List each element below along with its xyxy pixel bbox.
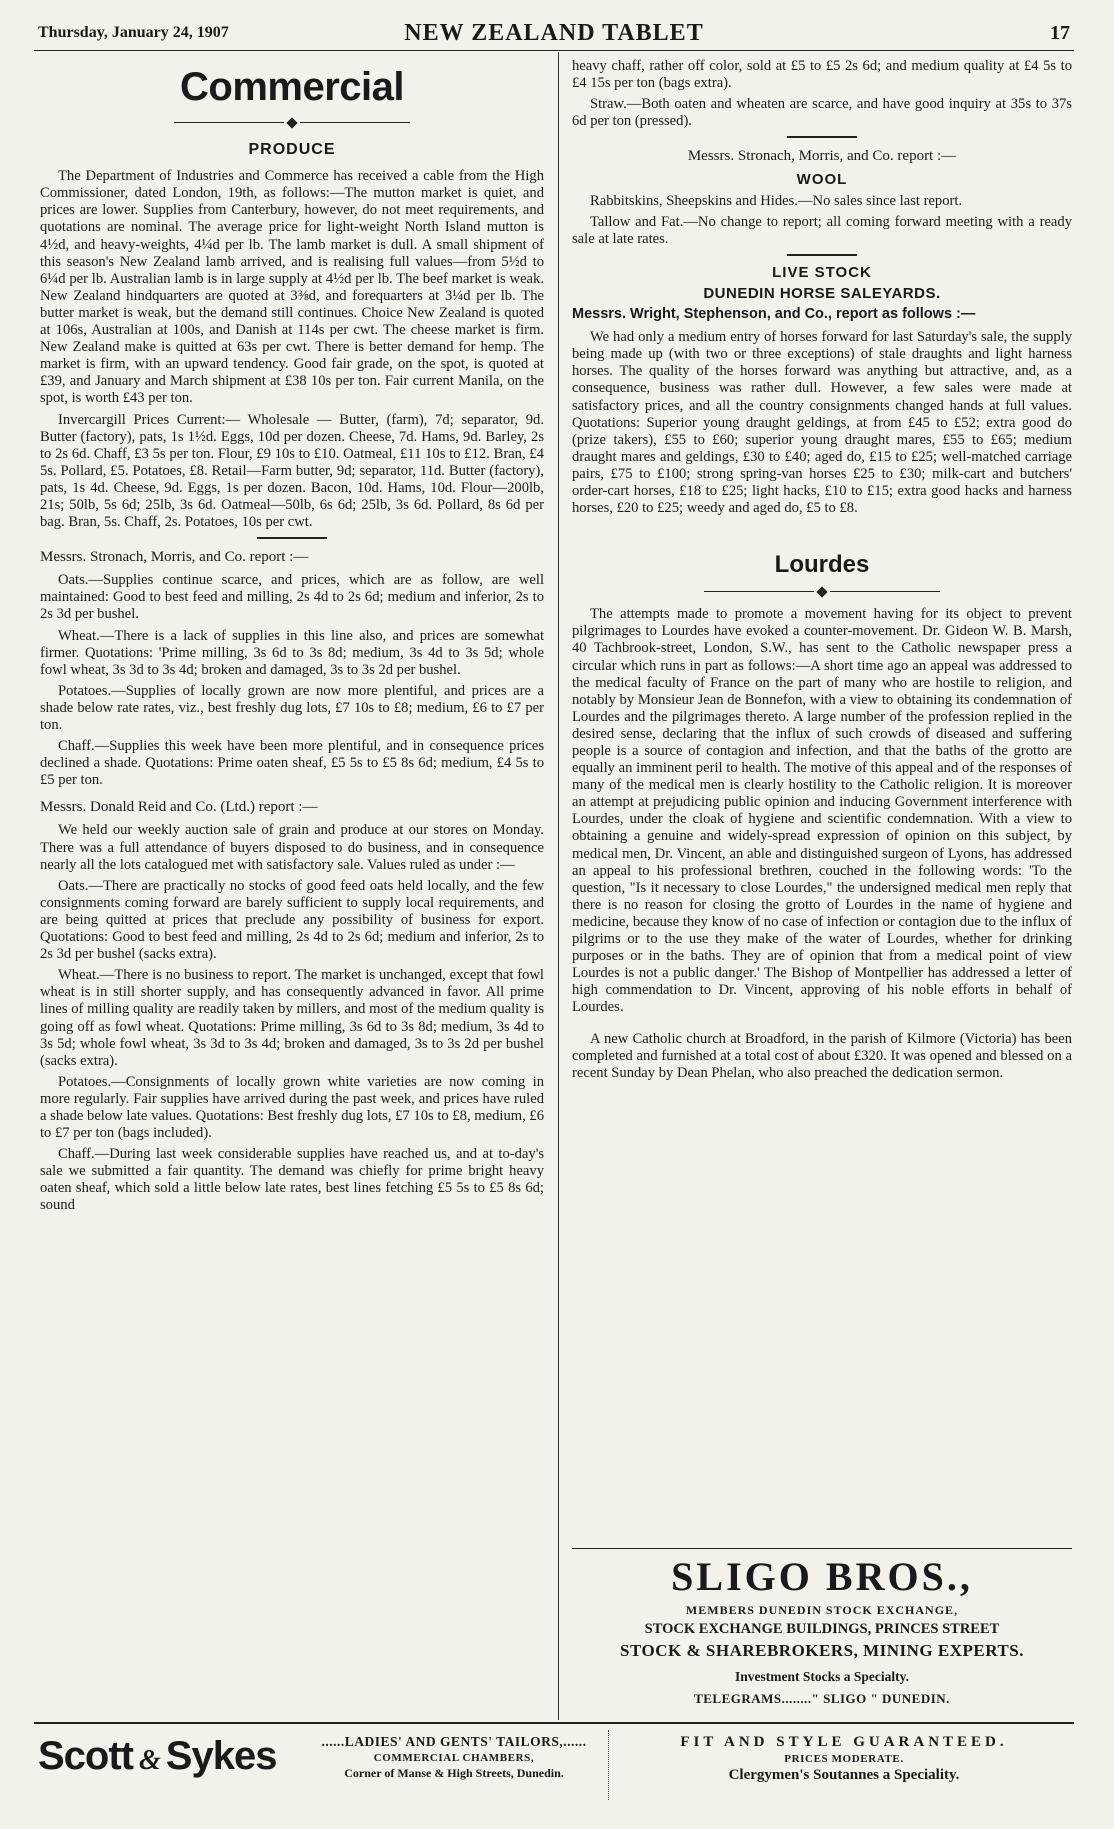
right-column <box>572 58 1072 1086</box>
reid-potatoes-paragraph: Potatoes.—Consignments of locally grown white varieties are now coming in more regularly. Fair supplies have arrived during the past week, and prices have ruled a shade below late values. Quotations: Best freshly dug lots, £7 10s to £8, medium, £6 to £7 per ton (bags included). <box>40 1073 544 1142</box>
sligo-specialty: Investment Stocks a Specialty. <box>734 1669 909 1684</box>
address-line: Corner of Manse & High Streets, Dunedin. <box>344 1766 564 1780</box>
horse-sale-paragraph: We had only a medium entry of horses forward for last Saturday's sale, the supply being made up (with two or three exceptions) of stale draughts and light harness horses. The quality of the horses forward was anything but attractive, and, as a consequence, business was rather dull. However, a few sales were made at satisfactory prices, and all the country consignments changed hands at full values. Quotations: Superior young draught geldings, at from £45 to £52; extra good do (prize takers), £55 to £60; superior young draught mares, £55 to £65; medium draught mares and geldings, £30 to £40; aged do, £15 to £25; well-matched carriage pairs, £75 to £100; strong spring-van horses £25 to £30; milk-cart and butchers' order-cart horses, £18 to £25; light hacks, £10 to £15; extra good hacks and harness horses, £20 to £25; weedy and aged do, £5 to £8. <box>572 329 1072 517</box>
straw-paragraph: Straw.—Both oaten and wheaten are scarce, and have good inquiry at 35s to 37s 6d per ton (pressed). <box>572 96 1072 130</box>
report-stronach-wool-heading: Messrs. Stronach, Morris, and Co. report :— <box>687 148 957 165</box>
broadford-church-paragraph: A new Catholic church at Broadford, in the parish of Kilmore (Victoria) has been completed and furnished at a total cost of about £320. It was opened and blessed on a recent Sunday by Dean Phelan, who also preached the dedication sermon. <box>572 1030 1072 1081</box>
horse-saleyards-heading: DUNEDIN HORSE SALEYARDS. <box>703 284 941 302</box>
report-stronach-heading: Messrs. Stronach, Morris, and Co. report :— <box>40 549 309 566</box>
title-ornament <box>40 114 544 131</box>
oats-paragraph: Oats.—Supplies continue scarce, and prices, which are as follow, are well maintained: Good to best feed and milling, 2s 4d to 2s 6d; medium and inferior, 2s to 2s 3d per bushel. <box>40 572 544 623</box>
rabbitskins-paragraph: Rabbitskins, Sheepskins and Hides.—No sales since last report. <box>590 192 963 209</box>
report-wright-stephenson-heading: Messrs. Wright, Stephenson, and Co., report as follows :— <box>572 306 976 323</box>
cable-report-paragraph: The Department of Industries and Commerce has received a cable from the High Commissioner, dated London, 19th, as follows:—The mutton market is quiet, and prices are lower. Supplies from Canterbury, however, do not meet requirements, and quotations are nominal. The average price for light-weight North Island mutton is 4½d, and heavy-weights, 4¼d per lb. The lamb market is dull. A small shipment of this season's New Zealand lamb arrived, and is realising full values—from 5½d to 6¼d per lb. Australian lamb is in large supply at 4½d per lb. The beef market is weak. New Zealand hindquarters are quoted at 3⅜d, and forequarters at 3¼d per lb. The butter market is weak, but the demand still continues. Choice New Zealand is quoted at 106s, Australian at 100s, and Danish at 114s per cwt. The cheese market is firm. New Zealand make is quitted at 63s per cwt. There is better demand for hemp. The market is firm, with an upward tendency. Good fair grade, on the spot, is quoted at £39, and January and March shipment at £38 10s per ton. Fair current Manila, on the spot, is worth £43 per ton. <box>40 168 544 407</box>
tailors-line: ......LADIES' AND GENTS' TAILORS,...... <box>321 1734 587 1749</box>
reid-oats-paragraph: Oats.—There are practically no stocks of good feed oats held locally, and the few consignments coming forward are barely sufficient to supply local requirements, and are being quitted at prices that preclude any possibility of business for export. Quotations: Good to best feed and milling, 2s 4d to 2s 6d; medium and inferior, 2s to 2s 3d per bushel (sacks extra). <box>40 877 544 963</box>
produce-heading: PRODUCE <box>248 141 336 159</box>
sligo-services: STOCK & SHAREBROKERS, MINING EXPERTS. <box>620 1641 1024 1660</box>
live-stock-heading: LIVE STOCK <box>772 263 872 281</box>
page-header <box>34 14 1074 50</box>
sligo-bros-advertisement <box>572 1548 1072 1707</box>
issue-date: Thursday, January 24, 1907 <box>38 24 229 41</box>
sligo-name: SLIGO BROS., <box>671 1554 973 1599</box>
scott-sykes-advertisement <box>34 1726 1074 1806</box>
footer-separator <box>608 1730 609 1800</box>
paper-title: NEW ZEALAND TABLET <box>404 20 704 46</box>
chambers-line: COMMERCIAL CHAMBERS, <box>373 1752 535 1764</box>
reid-chaff-paragraph: Chaff.—During last week considerable supplies have reached us, and at to-day's sale we submitted a fair quantity. The demand was chiefly for prime bright heavy oaten sheaf, which sold a little below late rates, best lines fetching £5 5s to £5 8s 6d; sound <box>40 1146 544 1214</box>
prices-line: PRICES MODERATE. <box>784 1753 904 1765</box>
tallow-paragraph: Tallow and Fat.—No change to report; all coming forward meeting with a ready sale at late rates. <box>572 213 1072 247</box>
sligo-address: STOCK EXCHANGE BUILDINGS, PRINCES STREET <box>644 1621 1000 1637</box>
report-donald-reid-heading: Messrs. Donald Reid and Co. (Ltd.) report :— <box>40 799 318 816</box>
invercargill-prices-paragraph: Invercargill Prices Current:— Wholesale — Butter, (farm), 7d; separator, 9d. Butter (factory), pats, 1s 1½d. Eggs, 10d per dozen. Cheese, 7d. Hams, 9d. Barley, 2s to 2s 6d. Chaff, £3 5s per ton. Flour, £9 10s to £10. Oatmeal, £11 10s to £12. Bran, £4 5s. Pollard, £5. Potatoes, £8. Retail—Farm butter, 9d; separator, 11d. Butter (factory), pats, 1s 4d. Cheese, 9d. Eggs, 1s per dozen. Bacon, 10d. Hams, 10d. Flour—200lb, 21s; 50lb, 5s 6d; 25lb, 3s 6d. Oatmeal—50lb, 6s 6d; 25lb, 3s 6d. Pollard, 8s 6d per bag. Bran, 5s. Chaff, 2s. Potatoes, 10s per cwt. <box>40 411 544 531</box>
chaff-paragraph: Chaff.—Supplies this week have been more plentiful, and in consequence prices declined a shade. Quotations: Prime oaten sheaf, £5 5s to £5 8s 6d; medium, £4 5s to £5 per ton. <box>40 738 544 789</box>
page-number: 17 <box>1050 22 1070 44</box>
wheat-paragraph: Wheat.—There is a lack of supplies in this line also, and prices are somewhat firmer. Quotations: 'Prime milling, 3s 6d to 3s 8d; medium, 3s 4d to 3s 5d; whole fowl wheat, 3s 3d to 3s 4d; broken and damaged, 3s to 3s 2d per bushel. <box>40 627 544 678</box>
section-rule <box>787 254 857 256</box>
header-rule <box>34 50 1074 51</box>
wool-heading: WOOL <box>796 171 848 189</box>
sligo-telegrams: TELEGRAMS........" SLIGO " DUNEDIN. <box>694 1691 950 1706</box>
lourdes-title: Lourdes <box>774 551 870 579</box>
lourdes-paragraph: The attempts made to promote a movement having for its object to prevent pilgrimages to Lourdes have evoked a counter-movement. Dr. Gideon W. B. Marsh, 40 Tachbrook-street, London, S.W., has sent to the Catholic newspaper press a circular which runs in part as follows:—A short time ago an appeal was addressed to the medical faculty of France on the part of many who are hostile to religion, and notably by Monsieur Jean de Bonnefon, with a view to obtaining its condemnation of Lourdes and the pilgrimages thereto. A large number of the profession replied in the desired sense, declaring that the influx of such crowds of diseased and suffering people is a source of contagion and infection, and that the baths of the grotto are equally an imminent peril to health. The motive of this appeal and of the responses of many of the medical men is clearly hostility to the Catholic religion. It is moreover an attempt at prejudicing public opinion and inducing Government interference with Lourdes, under the cloak of hygiene and scientific condemnation. With a view to obtaining a genuine and widely-spread expression of opinion on this subject, by medical men, Dr. Vincent, an able and distinguished surgeon of Lyons, has addressed an appeal to his professional brethren, couched in the following words: 'To the question, "Is it necessary to close Lourdes," the undersigned medical men reply that there is no reason for closing the grotto of Lourdes in the name of hygiene and medicine, because they know of no case of infection or contagion due to the influx of pilgrims or to the use they make of the water of Lourdes, whether for drinking purposes or in the baths. They are of opinion that from a medical point of view Lourdes is not a public danger.' The Bishop of Montpellier has addressed a letter of high commendation to Dr. Vincent, approving of his noble efforts in behalf of Lourdes. <box>572 606 1072 1016</box>
left-column <box>40 58 544 1219</box>
section-rule <box>257 537 327 539</box>
title-ornament <box>572 583 1072 600</box>
reid-wheat-paragraph: Wheat.—There is no business to report. The market is unchanged, except that fowl wheat is in still shorter supply, and has consequently advanced in favor. All prime lines of milling quality are readily taken by millers, and most of the medium quality is going off as fowl wheat. Quotations: Prime milling, 3s 6d to 3s 8d; medium, 3s 4d to 3s 5d; whole fowl wheat, 3s 3d to 3s 4d; broken and damaged, 3s to 3s 2d per bushel (sacks extra). <box>40 967 544 1069</box>
guarantee-block <box>614 1734 1074 1784</box>
specialty-line: Clergymen's Soutannes a Speciality. <box>728 1767 960 1783</box>
guarantee-line: FIT AND STYLE GUARANTEED. <box>680 1734 1008 1750</box>
potatoes-paragraph: Potatoes.—Supplies of locally grown are now more plentiful, and prices are a shade below rate rates, viz., best freshly dug lots, £7 10s to £8; medium, £6 to £7 per ton. <box>40 682 544 733</box>
sligo-members: MEMBERS DUNEDIN STOCK EXCHANGE, <box>685 1603 959 1617</box>
chaff-continued-paragraph: heavy chaff, rather off color, sold at £5 to £5 2s 6d; and medium quality at £4 5s to £4 15s per ton (bags extra). <box>572 58 1072 92</box>
scott-sykes-brand: Scott & Sykes <box>38 1734 277 1778</box>
footer-rule <box>34 1722 1074 1724</box>
column-divider <box>558 52 559 1720</box>
section-rule <box>787 136 857 138</box>
commercial-title: Commercial <box>180 65 404 109</box>
auction-paragraph: We held our weekly auction sale of grain and produce at our stores on Monday. There was a full attendance of buyers disposed to do business, and in consequence nearly all the lots catalogued met with satisfactory sale. Values ruled as under :— <box>40 822 544 873</box>
tailors-block <box>304 1734 604 1781</box>
